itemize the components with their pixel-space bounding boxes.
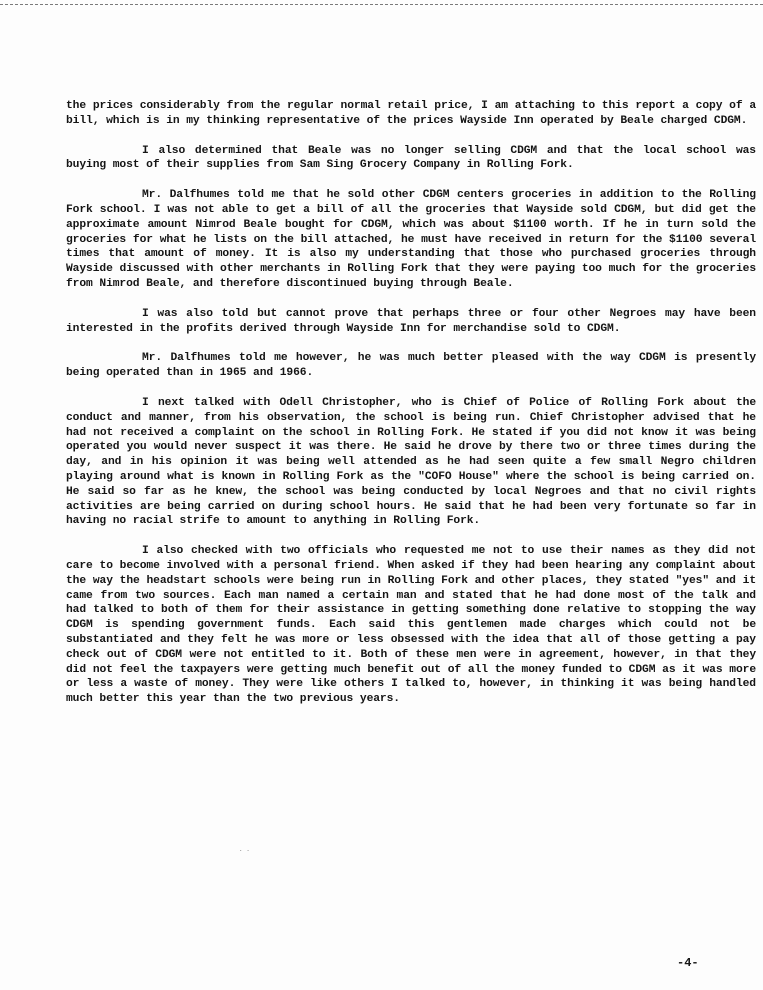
stray-ink-mark: ˙˙ [238, 850, 253, 860]
paragraph-beale-supplies: I also determined that Beale was no longer selling CDGM and that the local school was buying most of their supplies from Sam Sing Grocery Company in Rolling Fork. [66, 144, 756, 172]
page-top-edge [0, 4, 763, 5]
paragraph-dalfhumes-pleased: Mr. Dalfhumes told me however, he was much better pleased with the way CDGM is presently being operated than in 1965 and 1966. [66, 352, 756, 380]
paragraph-continued: the prices considerably from the regular normal retail price, I am attaching to this report a copy of a bill, which is in my thinking representative of the prices Wayside Inn operated by Beale charged CDGM. [66, 100, 756, 127]
page-number: -4- [677, 956, 699, 970]
paragraph-chief-christopher: I next talked with Odell Christopher, who is Chief of Police of Rolling Fork about the conduct and manner, from his observation, the school is being run. Chief Christopher advised that he had not received a complaint on the school in Rolling Fork. He stated if you did not know it was being operated you would never suspect it was there. He said he drove by there two or three times during the day, and in his opinion it was being well attended as he had seen quite a few small Negro children playing around what is known in Rolling Fork as the "COFO House" where the school is being carried on. He said so far as he knew, the school was being conducted by local Negroes and that no civil rights activities are being carried on during school hours. He said that he had been very fortunate so far in having no racial strife to amount to anything in Rolling Fork. [66, 396, 756, 528]
paragraph-other-negroes: I was also told but cannot prove that perhaps three or four other Negroes may have been interested in the profits derived through Wayside Inn for merchandise sold to CDGM. [66, 307, 756, 335]
paragraph-dalfhumes-groceries: Mr. Dalfhumes told me that he sold other CDGM centers groceries in addition to the Rolling Fork school. I was not able to get a bill of all the groceries that Wayside sold CDGM, but did get the approximate amount Nimrod Beale bought for CDGM, which was about $1100 worth. If he in turn sold the groceries for what he lists on the bill attached, he must have received in return for the $1100 several times that amount of money. It is also my understanding that those who purchased groceries through Wayside discussed with other merchants in Rolling Fork that they were paying too much for the groceries from Nimrod Beale, and therefore discontinued buying through Beale. [66, 189, 756, 290]
document-body [66, 99, 756, 707]
paragraph-two-officials: I also checked with two officials who requested me not to use their names as they did not care to become involved with a personal friend. When asked if they had been hearing any complaint about the way the headstart schools were being run in Rolling Fork and other places, they stated "yes" and it came from two sources. Each man named a certain man and stated that he had done most of the talk and had talked to both of them for their assistance in getting something done relative to stopping the way CDGM is spending government funds. Each said this gentlemen made charges which could not be substantiated and they felt he was more or less obsessed with the idea that all of those getting a pay check out of CDGM were not entitled to it. Both of these men were in agreement, however, in that they did not feel the taxpayers were getting much benefit out of all the money funded to CDGM as it was more or less a waste of money. They were like others I talked to, however, in thinking it was being handled much better this year than the two previous years. [66, 545, 756, 706]
